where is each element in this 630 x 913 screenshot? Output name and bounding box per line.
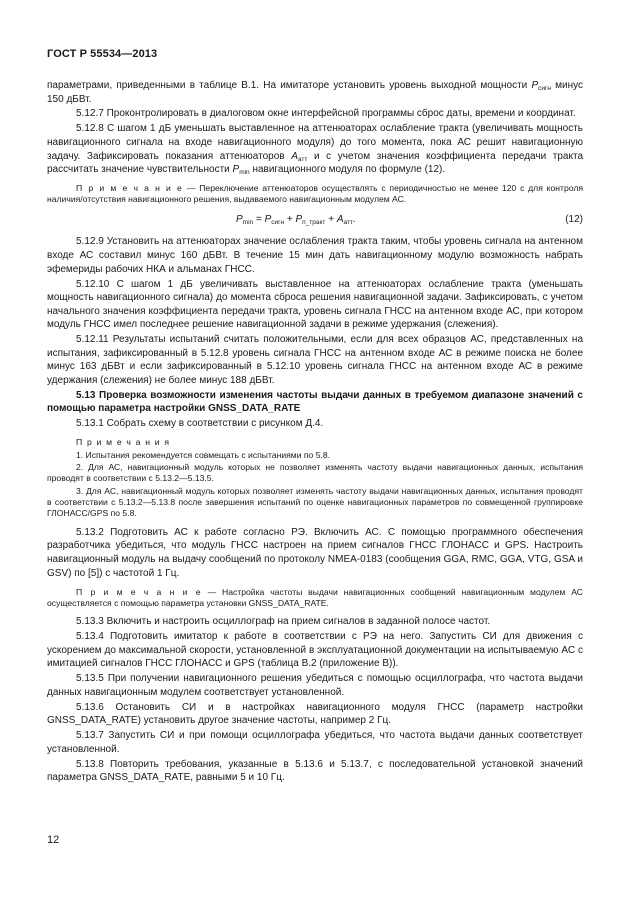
- note-attenuators: П р и м е ч а н и е — Переключение аттенюаторов осуществлять с периодичностью не менее 120 с для контроля наличия/отсутствия навигационного решения, выдаваемого навигационным модулем АС.: [47, 183, 584, 205]
- paragraph-5-13-4: 5.13.4 Подготовить имитатор к работе в соответствии с РЭ на него. Запустить СИ для движения с ускорением до максимальной скорости, установленной в эксплуатационной документации на испытываемую АС с имитацией сигналов ГНСС ГЛОНАСС и GPS (таблица В.2 (приложение В)).: [47, 631, 583, 670]
- paragraph-5-13-6: 5.13.6 Остановить СИ и в настройках навигационного модуля ГНСС (параметр настройки GNSS_DATA_RATE) установить другое значение частоты, например 2 Гц.: [47, 701, 583, 727]
- paragraph-5-12-11: 5.12.11 Результаты испытаний считать положительными, если для всех образцов АС, представленных на испытания, зафиксированный в 5.12.8 уровень сигнала ГНСС на антенном входе АС в режиме поиска не более минус 163 дБВт и если зафиксированный в 5.12.10 уровень сигнала ГНСС на антенном входе АС в режиме удержания (слежения) не более минус 188 дБВт.: [47, 334, 583, 386]
- formula-number: (12): [565, 214, 583, 226]
- paragraph-5-13-1: 5.13.1 Собрать схему в соответствии с рисунком Д.4.: [76, 418, 324, 430]
- paragraph-5-12-9: 5.12.9 Установить на аттенюаторах значение ослабления тракта таким, чтобы уровень сигнала на антенном входе АС составил минус 160 дБВт. В течение 15 мин дать навигационному модулю возможность набрать эфемериды рабочих НКА и альманах ГНСС.: [47, 236, 583, 275]
- note-item-3: 3. Для АС, навигационный модуль которых позволяет изменять частоту выдачи навигационных данных, испытания проводят в соответствии с 5.13.2—5.13.8 после завершения испытаний по оценке навигационных параметров по совмещенной группировке ГЛОНАСС/GPS по 5.8.: [47, 485, 583, 519]
- paragraph-p1: параметрами, приведенными в таблице В.1. На имитаторе установить уровень выходной мощности $P_{сигн}$ минус 150 дБВт.: [47, 80, 584, 105]
- paragraph-5-13-8: 5.13.8 Повторить требования, указанные в 5.13.6 и 5.13.7, с последовательной установкой значений параметра GNSS_DATA_RATE, равными 5 и 10 Гц.: [47, 758, 583, 784]
- paragraph-5-13-7: 5.13.7 Запустить СИ и при помощи осциллографа убедиться, что частота выдачи данных соответствует установленной.: [47, 730, 583, 755]
- document-body: [47, 79, 583, 786]
- page-number: 12: [47, 834, 60, 846]
- notes-label: П р и м е ч а н и я: [76, 437, 171, 448]
- paragraph-5-13-3: 5.13.3 Включить и настроить осциллограф на прием сигналов в заданной полосе частот.: [76, 616, 491, 628]
- formula-12: [47, 209, 583, 233]
- section-heading-5-13: 5.13 Проверка возможности изменения частоты выдачи данных в требуемом диапазоне значений с помощью параметра настройки GNSS_DATA_RATE: [47, 389, 583, 415]
- note-gnss-data-rate: П р и м е ч а н и е — Настройка частоты выдачи навигационных сообщений навигационным модулем АС осуществляется с помощью параметра установки GNSS_DATA_RATE.: [47, 586, 583, 608]
- document-header: ГОСТ Р 55534—2013: [47, 48, 158, 60]
- paragraph-5-12-10: 5.12.10 С шагом 1 дБ увеличивать выставленное на аттенюаторах ослабление тракта (уменьшать мощность навигационного сигнала) до момента сброса решения навигационной задачи. Зафиксировать, с учетом начального значения коэффициента передачи тракта, уровень сигнала ГНСС на антенном входе АС, при котором модуль ГНСС имел последнее решение навигационной задачи в режиме удержания (слежения).: [47, 278, 583, 331]
- note-item-2: 2. Для АС, навигационный модуль которых не позволяет изменять частоту выдачи навигационных данных, испытания проводят в соответствии с 5.13.2—5.13.5.: [47, 462, 583, 484]
- paragraph-5-13-5: 5.13.5 При получении навигационного решения убедиться с помощью осциллографа, что частота выдачи данных навигационным модулем соответствует установленной.: [47, 673, 583, 698]
- paragraph-5-12-8: 5.12.8 С шагом 1 дБ уменьшать выставленное на аттенюаторах ослабление тракта (увеличивать мощность навигационного сигнала на входе навигационного модуля) до того момента, пока АС решит навигационную задачу. Зафиксировать показания аттенюаторов $A_{атт}$ и с учетом значения коэффициента передачи тракта рассчитать значение чувствительности $P_{min}$ навигационного модуля по формуле (12).: [47, 123, 584, 177]
- paragraph-5-13-2: 5.13.2 Подготовить АС к работе согласно РЭ. Включить АС. С помощью программного обеспечения разработчика убедиться, что модуль ГНСС настроен на прием сигналов ГНСС ГЛОНАСС и GPS. Настроить навигационный модуль на выдачу сообщений по протоколу NMEA-0183 (сообщения GGA, RMC, GGA, VTG, GSA и GSV) по [5]) с частотой 1 Гц.: [47, 526, 583, 579]
- note-item-1: 1. Испытания рекомендуется совмещать с испытаниями по 5.8.: [76, 449, 331, 460]
- formula-expression: $P_{min} = P_{сигн} + P_{п\_тракт} + A_{атт}$.: [236, 214, 356, 227]
- paragraph-5-12-7: 5.12.7 Проконтролировать в диалоговом окне интерфейсной программы сброс даты, времени и координат.: [76, 108, 576, 120]
